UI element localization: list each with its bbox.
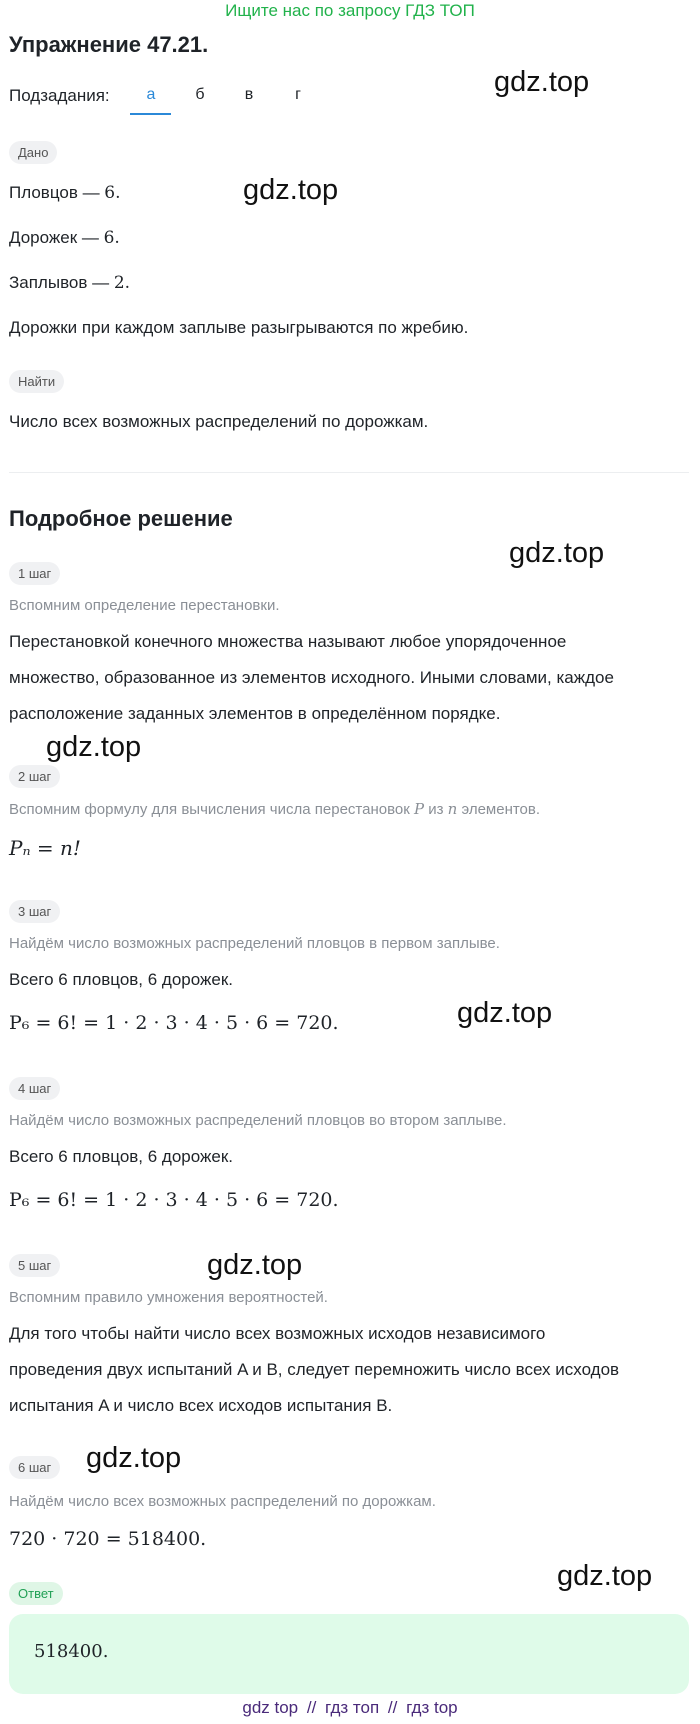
step-chip: 6 шаг	[9, 1456, 60, 1479]
step-text: множество, образованное из элементов исходного. Иными словами, каждое	[9, 668, 614, 687]
watermark: gdz.top	[457, 997, 553, 1029]
watermark: gdz.top	[494, 66, 590, 98]
step-chip: 1 шаг	[9, 562, 60, 585]
step-chip: 4 шаг	[9, 1077, 60, 1100]
step-formula: 720 · 720 = 518400.	[9, 1528, 207, 1550]
step-text: испытания A и число всех исходов испытания B.	[9, 1396, 393, 1415]
step-text: Всего 6 пловцов, 6 дорожек.	[9, 970, 234, 989]
solution-heading: Подробное решение	[9, 506, 233, 531]
step-text: расположение заданных элементов в определённом порядке.	[9, 704, 501, 723]
watermark: gdz.top	[509, 537, 605, 569]
answer-box	[9, 1614, 689, 1694]
step-note: Найдём число всех возможных распределений по дорожкам.	[9, 1493, 436, 1510]
active-tab-indicator	[130, 113, 171, 115]
step-chip: 2 шаг	[9, 765, 60, 788]
find-text: Число всех возможных распределений по дорожкам.	[9, 412, 429, 431]
watermark: gdz.top	[86, 1442, 182, 1474]
step-text: проведения двух испытаний A и B, следует перемножить число всех исходов	[9, 1360, 620, 1379]
step-note: Найдём число возможных распределений пловцов во втором заплыве.	[9, 1112, 507, 1129]
given-note: Дорожки при каждом заплыве разыгрываются по жребию.	[9, 318, 469, 337]
answer-value: 518400.	[34, 1641, 109, 1662]
tab-g[interactable]: г	[295, 86, 301, 103]
step-formula: Pₙ = n!	[9, 836, 81, 860]
step-note: Вспомним определение перестановки.	[9, 597, 280, 614]
step-note: Вспомним правило умножения вероятностей.	[9, 1289, 328, 1306]
page-title: Упражнение 47.21.	[9, 32, 209, 57]
footer-link[interactable]: гдз top	[406, 1698, 458, 1717]
tab-a[interactable]: а	[146, 86, 156, 103]
divider	[9, 472, 689, 473]
given-chip: Дано	[9, 141, 57, 164]
given-line-lanes: Дорожек — 6.	[9, 228, 120, 248]
footer-link[interactable]: гдз топ	[325, 1698, 380, 1717]
tab-v[interactable]: в	[244, 86, 254, 103]
given-line-heats: Заплывов — 2.	[9, 273, 131, 293]
step-text: Для того чтобы найти число всех возможных исходов независимого	[9, 1324, 546, 1343]
tab-b[interactable]: б	[195, 86, 205, 103]
watermark: gdz.top	[557, 1560, 653, 1592]
watermark: gdz.top	[207, 1249, 303, 1281]
step-note: Найдём число возможных распределений пловцов в первом заплыве.	[9, 935, 500, 952]
subtasks-label: Подзадания:	[9, 86, 110, 105]
top-banner[interactable]: Ищите нас по запросу ГДЗ ТОП	[225, 1, 475, 20]
step-chip: 3 шаг	[9, 900, 60, 923]
footer-separator: //	[306, 1698, 317, 1717]
step-text: Перестановкой конечного множества называют любое упорядоченное	[9, 632, 567, 651]
step-text: Всего 6 пловцов, 6 дорожек.	[9, 1147, 234, 1166]
step-formula: P₆ = 6! = 1 · 2 · 3 · 4 · 5 · 6 = 720.	[9, 1189, 339, 1211]
footer-separator: //	[387, 1698, 398, 1717]
step-formula: P₆ = 6! = 1 · 2 · 3 · 4 · 5 · 6 = 720.	[9, 1012, 339, 1034]
footer-link[interactable]: gdz top	[242, 1698, 299, 1717]
given-line-swimmers: Пловцов — 6.	[9, 183, 121, 203]
answer-chip: Ответ	[9, 1582, 63, 1605]
step-chip: 5 шаг	[9, 1254, 60, 1277]
step-note: Вспомним формулу для вычисления числа перестановок P из n элементов.	[9, 800, 541, 818]
find-chip: Найти	[9, 370, 64, 393]
footer-links	[0, 1698, 700, 1718]
watermark: gdz.top	[243, 174, 339, 206]
watermark: gdz.top	[46, 731, 142, 763]
